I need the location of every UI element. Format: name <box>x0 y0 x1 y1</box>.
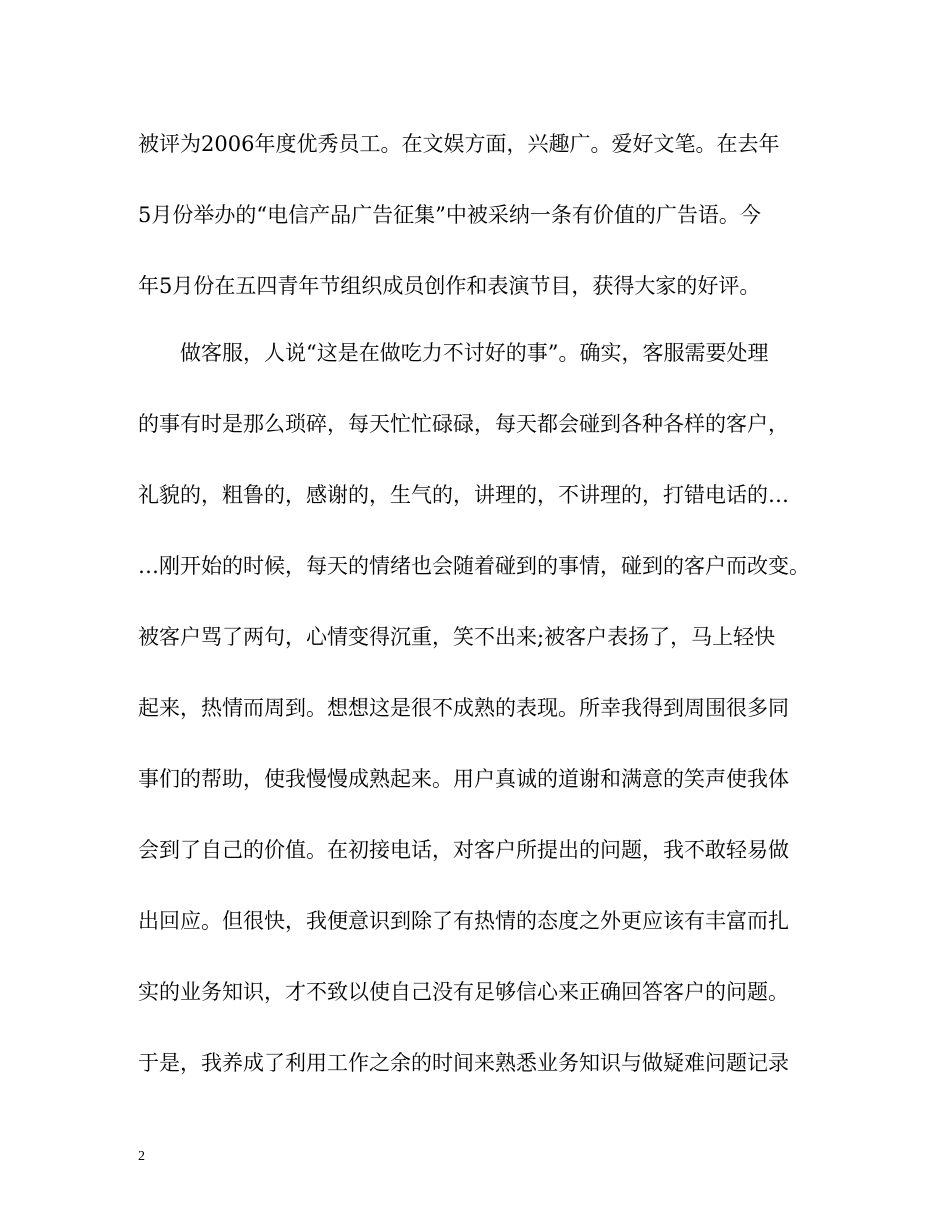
text-line: 出回应。但很快，我便意识到除了有热情的态度之外更应该有丰富而扎 <box>138 909 789 933</box>
text-line: …刚开始的时候，每天的情绪也会随着碰到的事情，碰到的客户而改变。 <box>138 554 810 578</box>
text-line: 的事有时是那么琐碎，每天忙忙碌碌，每天都会碰到各种各样的客户， <box>138 412 789 436</box>
text-line: 起来，热情而周到。想想这是很不成熟的表现。所幸我得到周围很多同 <box>138 696 789 720</box>
page-number: 2 <box>138 1149 145 1164</box>
text-line: 5月份举办的“电信产品广告征集”中被采纳一条有价值的广告语。今 <box>138 203 761 227</box>
text-line: 事们的帮助，使我慢慢成熟起来。用户真诚的道谢和满意的笑声使我体 <box>138 767 789 791</box>
text-line: 实的业务知识，才不致以使自己没有足够信心来正确回答客户的问题。 <box>138 980 789 1004</box>
text-line: 被评为2006年度优秀员工。在文娱方面，兴趣广。爱好文笔。在去年 <box>138 132 780 156</box>
text-line: 会到了自己的价值。在初接电话，对客户所提出的问题，我不敢轻易做 <box>138 838 789 862</box>
text-line: 礼貌的，粗鲁的，感谢的，生气的，讲理的，不讲理的，打错电话的… <box>138 483 789 507</box>
paragraph-first-line: 做客服，人说“这是在做吃力不讨好的事”。确实，客服需要处理 <box>180 341 769 365</box>
text-line: 于是，我养成了利用工作之余的时间来熟悉业务知识与做疑难问题记录 <box>138 1051 789 1075</box>
text-line: 年5月份在五四青年节组织成员创作和表演节目，获得大家的好评。 <box>138 274 761 298</box>
text-line: 被客户骂了两句，心情变得沉重，笑不出来;被客户表扬了，马上轻快 <box>138 625 776 649</box>
